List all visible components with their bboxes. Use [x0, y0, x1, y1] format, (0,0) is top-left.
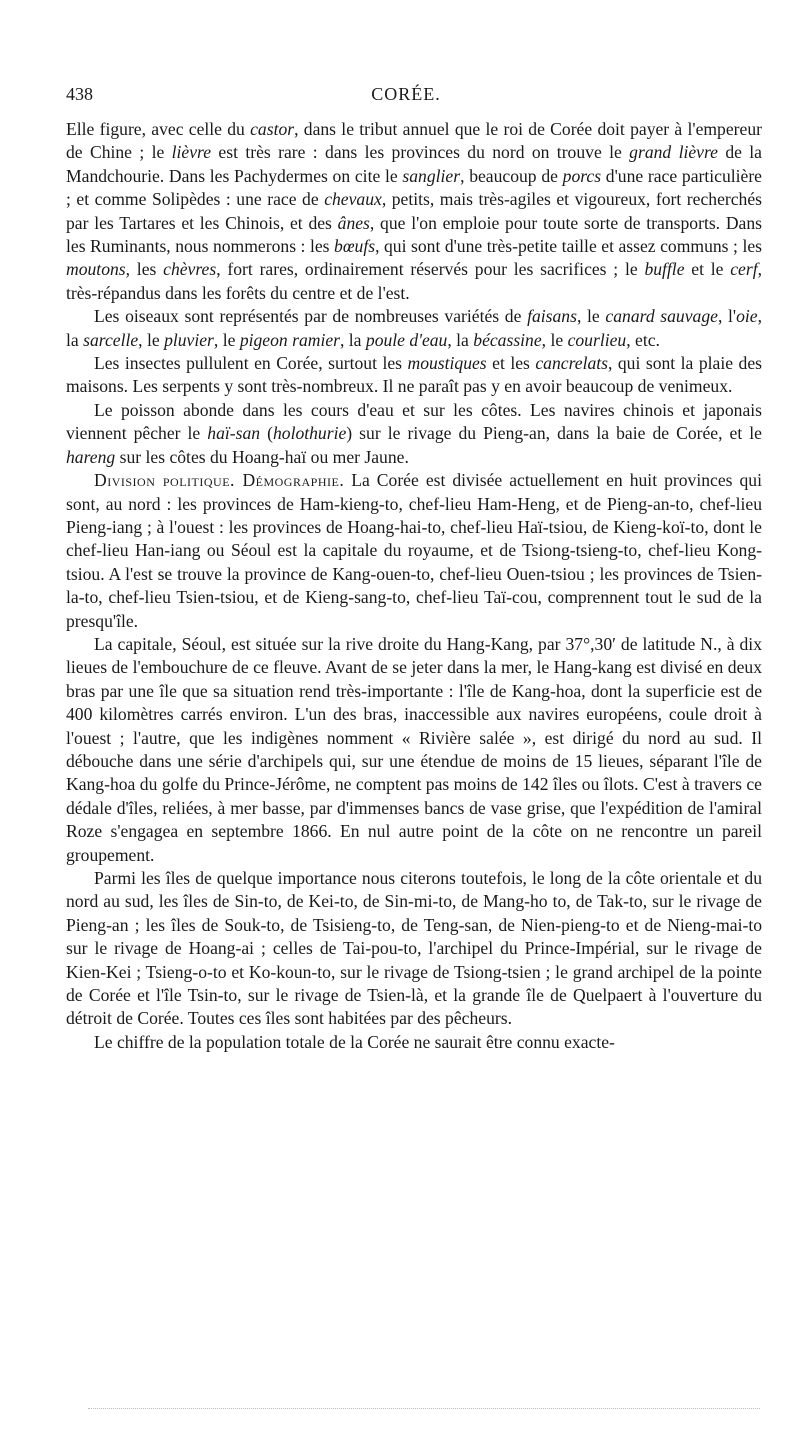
text-run: , l'	[717, 306, 737, 327]
paragraph	[66, 118, 762, 305]
text-run: et les	[486, 353, 536, 374]
text-run: (	[260, 423, 273, 444]
italic-term: pluvier	[164, 329, 214, 350]
text-run: sur les côtes du Hoang-haï ou mer Jaune.	[115, 446, 409, 467]
text-run: , le	[138, 329, 165, 350]
italic-term: moustiques	[407, 353, 487, 374]
italic-term: ânes	[337, 212, 370, 233]
text-run: , fort rares, ordinairement réservés pour les sacrifices ; le	[216, 259, 645, 280]
text-run: , le	[213, 329, 240, 350]
text-run: , la	[340, 329, 366, 350]
italic-term: castor	[250, 119, 295, 139]
text-run: , le	[541, 329, 568, 350]
paragraph	[66, 1031, 762, 1054]
italic-term: oie	[736, 306, 758, 327]
text-run: ) sur le rivage du Pieng-an, dans la baie de Corée, et le	[346, 423, 762, 444]
text-run: , dans le tribut annuel que le roi de Corée doit payer à l'empereur de Chine ; le	[66, 119, 762, 163]
text-run: La capitale, Séoul, est située sur la rive droite du Hang-Kang, par 37°,30′ de latitude N., à dix lieues de l'embouchure de ce fleuve. Avant de se jeter dans la mer, le Hang-kang est divisé en deux bras par une île que sa situation rend très-importante : l'île de Kang-hoa, dont la superficie est de 400 kilomètres carrés environ. L'un des bras, inaccessible aux navires européens, coule droit à l'ouest ; l'autre, que les indigènes nomment « Rivière salée », est dirigé du nord au sud. Il débouche dans une série d'archipels qui, sur une étendue de moins de 15 lieues, séparant l'île de Kang-hoa du golfe du Prince-Jérôme, ne comptent pas moins de 142 îles ou îlots. C'est à travers ce dédale d'îles, reliées, à mer basse, par d'immenses bancs de vase grise, que l'expédition de l'amiral Roze s'engagea en septembre 1866. En nul autre point de la côte on ne rencontre un pareil groupement.	[66, 633, 762, 865]
text-run: Le chiffre de la population totale de la Corée ne saurait être connu exacte-	[94, 1031, 615, 1052]
italic-term: bœufs	[334, 236, 376, 257]
body-text	[66, 118, 762, 1054]
text-run: est très rare : dans les provinces du nord on trouve le	[211, 142, 630, 163]
running-title: CORÉE.	[371, 84, 441, 104]
italic-term: faisans	[527, 306, 577, 327]
paragraph	[66, 399, 762, 469]
paragraph	[66, 305, 762, 352]
text-run: Le poisson abonde dans les cours d'eau et sur les côtes. Les navires chinois et japonais viennent pêcher le	[66, 399, 762, 444]
text-run: Parmi les îles de quelque importance nous citerons toutefois, le long de la côte orientale et du nord au sud, les îles de Sin-to, de Kei-to, de Sin-mi-to, de Mang-ho to, de Tak-to, sur le rivage de Pieng-an ; les îles de Souk-to, de Tsisieng-to, de Teng-san, de Nien-pieng-to et de Nieng-mai-to sur le rivage de Hoang-ai ; celles de Tai-pou-to, l'archipel du Prince-Impérial, sur le rivage de Kien-Kei ; Tsieng-o-to et Ko-koun-to, sur le rivage de Tsiong-tsien ; le grand archipel de la pointe de Corée et l'île Tsin-to, sur le rivage de Tsien-là, et la grande île de Quelpaert à l'ouverture du détroit de Corée. Toutes ces îles sont habitées par des pêcheurs.	[66, 868, 762, 1029]
text-run: Elle figure, avec celle du	[66, 119, 251, 139]
page-header	[66, 84, 746, 110]
italic-term: canard sauvage	[605, 306, 718, 327]
text-run: , beaucoup de	[460, 165, 563, 186]
italic-term: sanglier	[402, 165, 461, 186]
italic-term: hareng	[66, 446, 116, 467]
paragraph	[66, 633, 762, 867]
text-run: , que l'on emploie pour toute sorte de transports. Dans les Ruminants, nous nommerons : les	[66, 212, 762, 257]
italic-term: grand lièvre	[629, 142, 718, 163]
italic-term: courlieu	[567, 329, 627, 350]
italic-term: chevaux	[324, 189, 382, 210]
italic-term: buffle	[644, 259, 685, 280]
text-run: , le	[576, 306, 606, 327]
text-run: , très-répandus dans les forêts du centre et de l'est.	[66, 259, 762, 303]
italic-term: cancrelats	[535, 353, 608, 374]
italic-term: haï-san	[207, 423, 261, 444]
italic-term: chèvres	[163, 259, 217, 280]
text-run: , qui sont la plaie des maisons. Les serpents y sont très-nombreux. Il ne paraît pas y en avoir beaucoup de venimeux.	[66, 353, 762, 397]
italic-term: moutons	[66, 259, 126, 280]
text-run: Les oiseaux sont représentés par de nombreuses variétés de	[94, 306, 528, 327]
text-run: de la Mandchourie. Dans les Pachydermes on cite le	[66, 142, 762, 186]
text-run: , la	[447, 329, 474, 350]
page-number: 438	[66, 84, 93, 104]
text-run: , petits, mais très-agiles et vigoureux, fort recherchés par les Tartares et les Chinois, et des	[66, 189, 762, 233]
italic-term: poule d'eau	[365, 329, 448, 350]
text-run: , qui sont d'une très-petite taille et assez communs ; les	[375, 236, 762, 257]
italic-term: porcs	[562, 165, 602, 186]
footer-dotted-rule	[88, 1408, 760, 1409]
italic-term: sarcelle	[83, 329, 139, 350]
italic-term: holothurie	[272, 423, 347, 444]
text-run: , la	[66, 306, 762, 350]
section-heading: Division politique. Démographie.	[94, 470, 345, 491]
text-run: , etc.	[626, 329, 660, 350]
italic-term: pigeon ramier	[239, 329, 340, 350]
text-run: et le	[684, 259, 731, 280]
italic-term: bécassine	[473, 329, 542, 350]
italic-term: lièvre	[171, 142, 212, 163]
italic-term: cerf	[730, 259, 758, 280]
text-run: Les insectes pullulent en Corée, surtout les	[94, 353, 408, 374]
paragraph	[66, 469, 762, 633]
paragraph	[66, 867, 762, 1031]
text-run: , les	[125, 259, 164, 280]
paragraph	[66, 352, 762, 399]
text-run: d'une race particulière ; et comme Solipèdes : une race de	[66, 165, 762, 210]
text-run: La Corée est divisée actuellement en huit provinces qui sont, au nord : les provinces de Ham-kieng-to, chef-lieu Ham-Heng, et de Pieng-an-to, chef-lieu Pieng-iang ; à l'ouest : les provinces de Hoang-hai-to, chef-lieu Haï-tsiou, de Kieng-koï-to, dont le chef-lieu Han-iang ou Séoul est la capitale du royaume, et de Tsiong-tsieng-to, chef-lieu Kong-tsiou. A l'est se trouve la province de Kang-ouen-to, chef-lieu Ouen-tsiou ; les provinces de Tsien-la-to, chef-lieu Tsien-tsiou, et de Kieng-sang-to, chef-lieu Taï-cou, comprennent tout le sud de la presqu'île.	[66, 470, 762, 631]
